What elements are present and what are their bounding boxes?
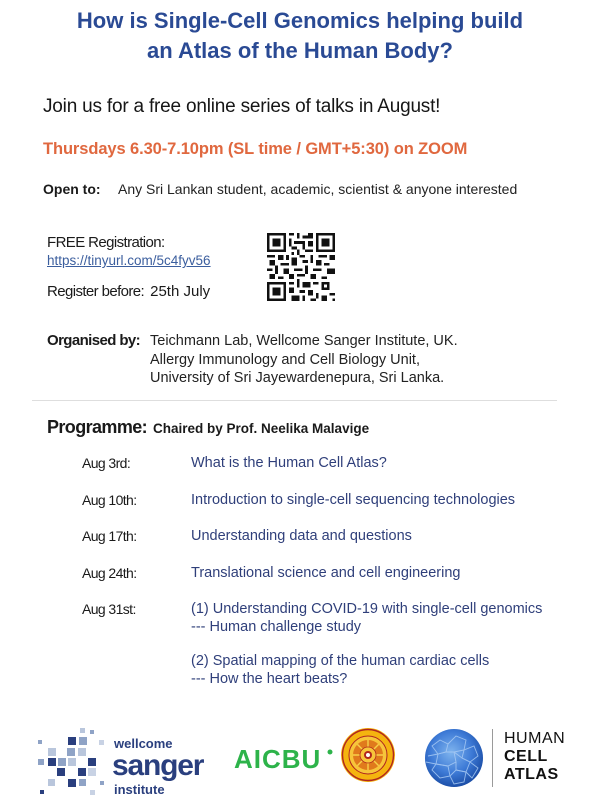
register-before-label: Register before: <box>47 283 145 300</box>
session-topic: Understanding data and questions <box>191 528 412 544</box>
session-date: Aug 17th: <box>82 528 137 544</box>
session-row <box>82 528 582 546</box>
aicbu-virus-icon <box>328 750 333 755</box>
session-row <box>82 455 582 473</box>
session-date: Aug 31st: <box>82 601 136 617</box>
subtitle: Join us for a free online series of talks in August! <box>43 96 441 117</box>
session-date: Aug 10th: <box>82 491 137 508</box>
session-list <box>82 455 582 707</box>
hca-wordmark <box>504 730 565 784</box>
sanger-wellcome-text: wellcome <box>114 736 173 751</box>
programme-row <box>47 417 369 438</box>
session-topic: Introduction to single-cell sequencing technologies <box>191 491 516 508</box>
open-to-label: Open to: <box>43 181 101 197</box>
aicbu-logo <box>230 730 340 778</box>
session-date: Aug 24th: <box>82 564 137 581</box>
organised-by-text <box>150 332 458 388</box>
session-topic: Translational science and cell engineering <box>191 564 461 581</box>
registration-link[interactable]: https://tinyurl.com/5c4fyv56 <box>47 253 211 268</box>
session-topic: (2) Spatial mapping of the human cardiac cells <box>191 653 490 669</box>
qr-code-icon[interactable] <box>266 233 336 301</box>
section-divider <box>32 400 557 401</box>
title-line-2: an Atlas of the Human Body? <box>147 38 453 63</box>
session-topics <box>191 565 461 583</box>
register-before-row <box>47 283 210 300</box>
organiser-line: Allergy Immunology and Cell Biology Unit, <box>150 351 420 368</box>
hca-globe-icon <box>424 728 484 788</box>
session-row <box>82 601 582 688</box>
session-topics <box>191 601 542 688</box>
organiser-line: University of Sri Jayewardenepura, Sri Lanka. <box>150 370 445 386</box>
hca-divider <box>492 729 493 787</box>
aicbu-text: AICBU <box>234 744 322 774</box>
registration-label: FREE Registration: <box>47 234 165 251</box>
session-topics <box>191 528 412 546</box>
session-date: Aug 3rd: <box>82 455 131 471</box>
programme-chair: Chaired by Prof. Neelika Malavige <box>153 421 370 436</box>
title-line-1: How is Single-Cell Genomics helping build <box>76 8 524 33</box>
session-row <box>82 565 582 583</box>
register-before-date: 25th July <box>150 283 211 300</box>
organised-by-row <box>47 332 458 388</box>
programme-label: Programme: <box>47 417 148 437</box>
open-to-row <box>43 181 517 197</box>
session-row <box>82 492 582 510</box>
sanger-pixel-mark-icon <box>38 728 104 795</box>
hca-line-cell: CELL <box>504 748 548 765</box>
organised-by-label: Organised by: <box>47 332 141 349</box>
session-topic: (1) Understanding COVID-19 with single-cell genomics <box>191 601 543 617</box>
university-seal-icon <box>340 727 396 783</box>
sanger-institute-text: institute <box>114 782 165 797</box>
session-topic: --- How the heart beats? <box>191 670 348 687</box>
hca-line-atlas: ATLAS <box>504 766 559 783</box>
sanger-name-text: sanger <box>112 749 204 782</box>
sanger-institute-logo <box>18 726 223 798</box>
session-topic: What is the Human Cell Atlas? <box>191 455 387 471</box>
schedule-text: Thursdays 6.30-7.10pm (SL time / GMT+5:30) on ZOOM <box>43 140 468 158</box>
session-topic: --- Human challenge study <box>191 618 362 635</box>
session-topics <box>191 455 387 473</box>
session-topics <box>191 492 515 510</box>
hca-line-human: HUMAN <box>504 730 566 747</box>
organiser-line: Teichmann Lab, Wellcome Sanger Institute, UK. <box>150 333 458 349</box>
open-to-text: Any Sri Lankan student, academic, scientist & anyone interested <box>118 181 518 197</box>
